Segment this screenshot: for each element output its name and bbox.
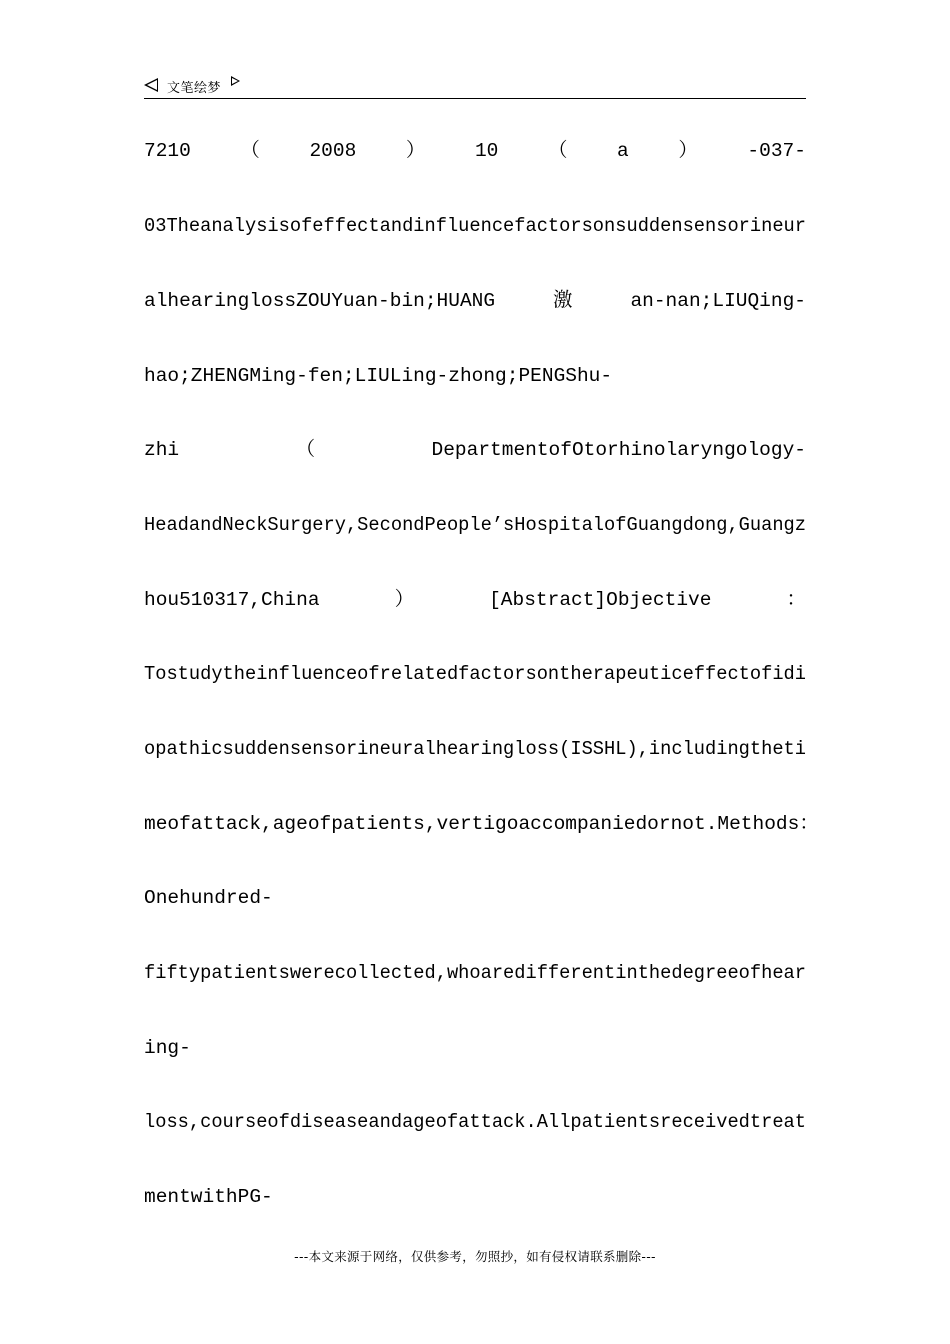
line-4-text: hao;ZHENGMing-fen;LIULing-zhong;PENGShu- [144,365,613,387]
line-8-text: Tostudytheinfluenceofrelatedfactorsontherapeuticeffectofidi [144,663,806,685]
page-header [144,72,806,99]
left-triangle-icon [144,78,158,92]
line-7-seg: ： [786,589,806,611]
line-12-text: fiftypatientswerecollected,whoaredifferentinthedegreeofhear [144,962,806,984]
line-5-seg: zhi [144,439,180,461]
body-line-13 [144,1036,806,1060]
body-line-3 [144,289,806,313]
line-7-seg: hou510317,China [144,589,320,611]
line-13-text: ing- [144,1037,191,1059]
line-3-seg: 激 [553,290,573,312]
line-11-text: Onehundred- [144,887,273,909]
body-line-14 [144,1110,806,1134]
line-1-seg: （ [240,140,260,162]
line-15-text: mentwithPG- [144,1186,273,1208]
body-line-11 [144,886,806,910]
line-1-seg: ） [405,140,426,162]
body-line-7 [144,588,806,612]
body-line-1 [144,139,806,163]
body-line-15 [144,1185,806,1209]
line-10-seg: ： [799,813,819,835]
body-line-6 [144,513,806,537]
line-6-text: HeadandNeckSurgery,SecondPeople’sHospitalofGuangdong,Guangz [144,514,806,536]
body-line-12 [144,961,806,985]
line-1-seg: 10 [474,140,499,162]
line-1-seg: a [617,140,629,162]
page-footer: ---本文来源于网络，仅供参考，勿照抄，如有侵权请联系删除--- [294,1249,656,1264]
line-7-seg: [Abstract]Objective [489,589,712,611]
line-5-seg: DepartmentofOtorhinolaryngology- [431,439,806,461]
body-line-4 [144,364,806,388]
line-1-seg: 2008 [309,140,357,162]
line-5-seg: （ [295,439,316,461]
line-7-seg: ） [394,589,415,611]
body-line-5 [144,438,806,462]
line-1-seg: ） [678,140,698,162]
line-3-seg: alhearinglossZOUYuan-bin;HUANG [144,290,496,312]
right-triangle-icon [231,76,240,86]
body-line-10 [144,812,819,836]
body-line-2 [144,214,806,238]
line-1-seg: （ [547,140,568,162]
line-3-seg: an-nan;LIUQing- [630,290,806,312]
header-brand: 文笔绘梦 [167,81,222,96]
line-10-seg: meofattack,ageofpatients,vertigoaccompaniedornot.Methods [144,813,800,835]
line-14-text: loss,courseofdiseaseandageofattack.Allpatientsreceivedtreat [144,1111,806,1133]
line-1-seg: -037- [747,140,806,162]
body-line-9 [144,737,806,761]
body-line-8 [144,662,806,686]
line-9-text: opathicsuddensensorineuralhearingloss(ISSHL),includingtheti [144,738,806,760]
line-2-text: 03Theanalysisofeffectandinfluencefactorsonsuddensensorineur [144,215,806,237]
line-1-seg: 7210 [144,140,191,162]
